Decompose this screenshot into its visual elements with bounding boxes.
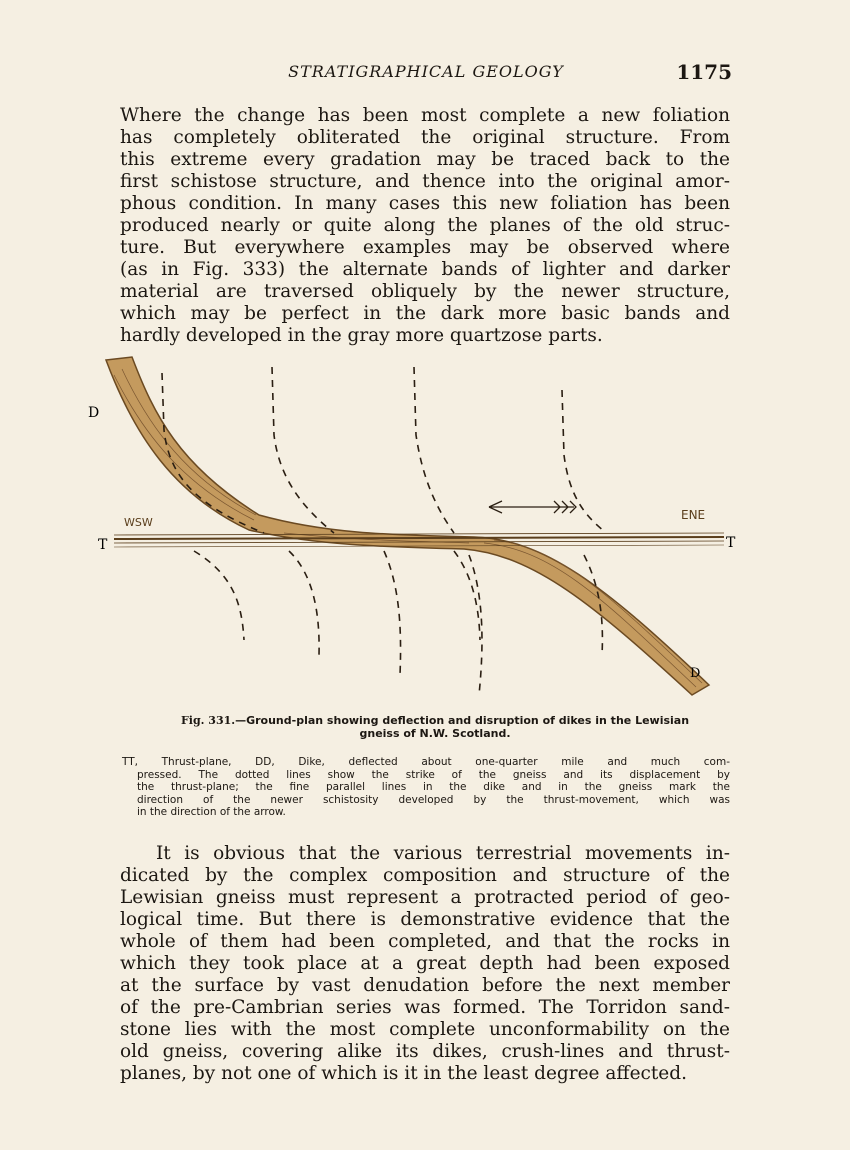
dike-hatching (114, 369, 702, 687)
paragraph-line: stone lies with the most complete unconformability on the (120, 1019, 730, 1040)
figure-caption-title (140, 714, 730, 740)
figure-caption-body (122, 756, 730, 819)
caption-line: in the direction of the arrow. (137, 806, 286, 818)
paragraph-line: material are traversed obliquely by the newer structure, (120, 281, 730, 302)
paragraph-1 (120, 105, 730, 347)
caption-line: pressed. The dotted lines show the strike of the gneiss and its displacement by (137, 768, 730, 781)
caption-line: the thrust-plane; the fine parallel lines in the dike and in the gneiss mark the (137, 781, 730, 793)
page-number: 1175 (676, 60, 732, 84)
paragraph-line: logical time. But there is demonstrative evidence that the (120, 909, 730, 930)
figure-number: Fig. 331. (180, 714, 236, 727)
paragraph-2 (120, 843, 730, 1085)
label-ene: ENE (681, 508, 706, 522)
paragraph-line: has completely obliterated the original structure. From (120, 127, 730, 148)
figure-caption-text: —Ground-plan showing deflection and disruption of dikes in the Lewisian (235, 714, 690, 727)
label-dike-top: D (88, 405, 100, 421)
caption-line: direction of the newer schistosity developed by the thrust-movement, which was (137, 793, 730, 806)
caption-line: TT, Thrust-plane, DD, Dike, deflected about one-quarter mile and much com- (122, 756, 730, 768)
paragraph-line: (as in Fig. 333) the alternate bands of lighter and darker (120, 259, 730, 280)
figure-svg (84, 355, 744, 705)
paragraph-line: at the surface by vast denudation before the next member (120, 975, 730, 996)
movement-arrow (489, 501, 576, 513)
paragraph-line: It is obvious that the various terrestrial movements in- (156, 843, 730, 864)
label-wsw: WSW (124, 516, 153, 529)
label-thrust-right: T (726, 535, 736, 551)
paragraph-line: dicated by the complex composition and structure of the (120, 865, 730, 886)
gneiss-strike-lines (162, 367, 604, 695)
dike-band (106, 357, 709, 695)
running-title: STRATIGRAPHICAL GEOLOGY (288, 62, 564, 81)
label-thrust-left: T (98, 537, 108, 553)
paragraph-line: ture. But everywhere examples may be observed where (120, 237, 730, 258)
paragraph-line: phous condition. In many cases this new foliation has been (120, 193, 730, 214)
paragraph-line: Lewisian gneiss must represent a protracted period of geo- (120, 887, 730, 908)
page-header (120, 62, 732, 84)
paragraph-line: which they took place at a great depth had been exposed (120, 953, 730, 974)
figure-caption-text-2: gneiss of N.W. Scotland. (359, 727, 511, 740)
paragraph-line: first schistose structure, and thence into the original amor- (120, 171, 730, 192)
paragraph-line: produced nearly or quite along the planes of the old struc- (120, 215, 730, 236)
paragraph-line: whole of them had been completed, and that the rocks in (120, 931, 730, 952)
figure-dike-diagram (84, 355, 744, 705)
paragraph-line: planes, by not one of which is it in the least degree affected. (120, 1063, 687, 1084)
paragraph-line: this extreme every gradation may be traced back to the (120, 149, 730, 170)
paragraph-line: Where the change has been most complete a new foliation (120, 105, 730, 126)
paragraph-line: old gneiss, covering alike its dikes, crush-lines and thrust- (120, 1041, 730, 1062)
label-dike-bottom: D (690, 666, 701, 681)
paragraph-line: which may be perfect in the dark more basic bands and (120, 303, 730, 324)
paragraph-line: of the pre-Cambrian series was formed. The Torridon sand- (120, 997, 730, 1018)
paragraph-line: hardly developed in the gray more quartzose parts. (120, 325, 603, 346)
